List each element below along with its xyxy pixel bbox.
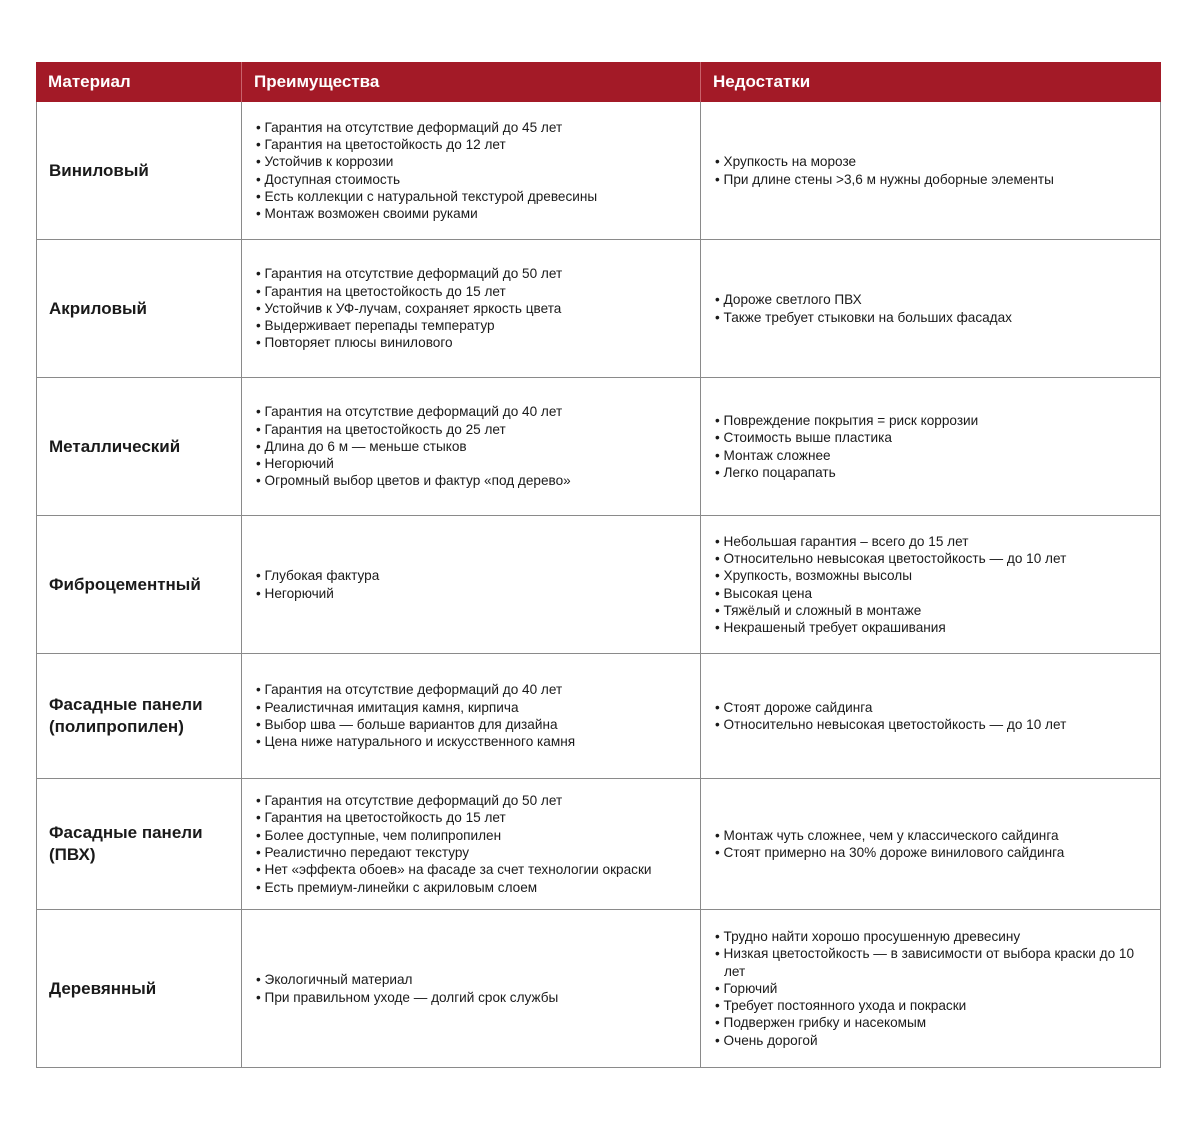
advantages-list — [256, 567, 379, 602]
disadvantage-item: • Высокая цена — [715, 585, 1066, 602]
disadvantage-item: • Монтаж чуть сложнее, чем у классического сайдинга — [715, 827, 1064, 844]
disadvantages-cell — [701, 102, 1161, 239]
table-row — [36, 516, 1161, 654]
advantage-item: • Гарантия на цветостойкость до 15 лет — [256, 283, 562, 300]
disadvantages-cell — [701, 378, 1161, 515]
advantage-item: • Гарантия на отсутствие деформаций до 45 лет — [256, 119, 597, 136]
advantage-item: • При правильном уходе — долгий срок службы — [256, 989, 558, 1006]
table-row — [36, 240, 1161, 378]
table-header — [36, 62, 1161, 102]
advantages-cell — [242, 910, 701, 1067]
advantage-item: • Монтаж возможен своими руками — [256, 205, 597, 222]
advantage-item: • Негорючий — [256, 585, 379, 602]
disadvantage-item: • Хрупкость на морозе — [715, 153, 1054, 170]
advantage-item: • Экологичный материал — [256, 971, 558, 988]
advantage-item: • Доступная стоимость — [256, 171, 597, 188]
advantage-item: • Гарантия на отсутствие деформаций до 40 лет — [256, 681, 575, 698]
advantages-cell — [242, 378, 701, 515]
disadvantage-item: • Горючий — [715, 980, 1152, 997]
advantages-cell — [242, 102, 701, 239]
disadvantage-item: • Хрупкость, возможны высолы — [715, 567, 1066, 584]
table-row — [36, 102, 1161, 240]
material-name: Акриловый — [36, 240, 242, 377]
advantages-list — [256, 971, 558, 1006]
material-name: Деревянный — [36, 910, 242, 1067]
advantage-item: • Длина до 6 м — меньше стыков — [256, 438, 571, 455]
advantage-item: • Есть премиум-линейки с акриловым слоем — [256, 879, 652, 896]
disadvantage-item: • При длине стены >3,6 м нужны доборные элементы — [715, 171, 1054, 188]
advantage-item: • Устойчив к УФ-лучам, сохраняет яркость цвета — [256, 300, 562, 317]
advantages-list — [256, 681, 575, 750]
material-name: Виниловый — [36, 102, 242, 239]
advantage-item: • Огромный выбор цветов и фактур «под дерево» — [256, 472, 571, 489]
advantage-item: • Гарантия на отсутствие деформаций до 40 лет — [256, 403, 571, 420]
disadvantage-item: • Также требует стыковки на больших фасадах — [715, 309, 1012, 326]
advantage-item: • Гарантия на цветостойкость до 25 лет — [256, 421, 571, 438]
advantage-item: • Гарантия на цветостойкость до 15 лет — [256, 809, 652, 826]
disadvantage-item: • Стоимость выше пластика — [715, 429, 978, 446]
table-row — [36, 654, 1161, 779]
advantage-item: • Гарантия на цветостойкость до 12 лет — [256, 136, 597, 153]
advantage-item: • Более доступные, чем полипропилен — [256, 827, 652, 844]
table-body — [36, 102, 1161, 1068]
disadvantage-item: • Очень дорогой — [715, 1032, 1152, 1049]
header-advantages: Преимущества — [242, 62, 701, 102]
disadvantage-item: • Дороже светлого ПВХ — [715, 291, 1012, 308]
advantage-item: • Нет «эффекта обоев» на фасаде за счет технологии окраски — [256, 861, 652, 878]
advantage-item: • Гарантия на отсутствие деформаций до 50 лет — [256, 792, 652, 809]
disadvantage-item: • Относительно невысокая цветостойкость — до 10 лет — [715, 716, 1066, 733]
comparison-table — [36, 62, 1161, 1068]
disadvantages-cell — [701, 779, 1161, 909]
material-name: Фиброцементный — [36, 516, 242, 653]
disadvantages-list — [715, 699, 1066, 734]
disadvantage-item: • Повреждение покрытия = риск коррозии — [715, 412, 978, 429]
advantage-item: • Цена ниже натурального и искусственного камня — [256, 733, 575, 750]
advantage-item: • Есть коллекции с натуральной текстурой древесины — [256, 188, 597, 205]
advantage-item: • Выбор шва — больше вариантов для дизайна — [256, 716, 575, 733]
advantages-list — [256, 792, 652, 896]
disadvantage-item: • Некрашеный требует окрашивания — [715, 619, 1066, 636]
advantages-list — [256, 119, 597, 223]
advantages-list — [256, 403, 571, 489]
disadvantage-item: • Небольшая гарантия – всего до 15 лет — [715, 533, 1066, 550]
advantage-item: • Устойчив к коррозии — [256, 153, 597, 170]
disadvantages-list — [715, 533, 1066, 637]
disadvantage-item: • Легко поцарапать — [715, 464, 978, 481]
advantages-list — [256, 265, 562, 351]
disadvantages-list — [715, 827, 1064, 862]
advantage-item: • Негорючий — [256, 455, 571, 472]
disadvantage-item: • Трудно найти хорошо просушенную древесину — [715, 928, 1152, 945]
advantages-cell — [242, 516, 701, 653]
disadvantages-list — [715, 291, 1012, 326]
advantage-item: • Реалистичная имитация камня, кирпича — [256, 699, 575, 716]
advantages-cell — [242, 779, 701, 909]
advantage-item: • Выдерживает перепады температур — [256, 317, 562, 334]
disadvantages-cell — [701, 910, 1161, 1067]
advantage-item: • Глубокая фактура — [256, 567, 379, 584]
header-material: Материал — [36, 62, 242, 102]
header-disadvantages: Недостатки — [713, 72, 811, 91]
advantage-item: • Гарантия на отсутствие деформаций до 50 лет — [256, 265, 562, 282]
table-row — [36, 378, 1161, 516]
disadvantages-list — [715, 928, 1152, 1049]
disadvantage-item: • Подвержен грибку и насекомым — [715, 1014, 1152, 1031]
material-name: Фасадные панели (ПВХ) — [36, 779, 242, 909]
advantages-cell — [242, 654, 701, 778]
disadvantages-list — [715, 412, 978, 481]
disadvantage-item: • Стоят дороже сайдинга — [715, 699, 1066, 716]
advantage-item: • Реалистично передают текстуру — [256, 844, 652, 861]
table-row — [36, 779, 1161, 910]
disadvantage-item: • Монтаж сложнее — [715, 447, 978, 464]
disadvantage-item: • Тяжёлый и сложный в монтаже — [715, 602, 1066, 619]
material-name: Металлический — [36, 378, 242, 515]
disadvantages-list — [715, 153, 1054, 188]
advantages-cell — [242, 240, 701, 377]
disadvantage-item: • Требует постоянного ухода и покраски — [715, 997, 1152, 1014]
disadvantages-cell — [701, 654, 1161, 778]
disadvantages-cell — [701, 240, 1161, 377]
table-row — [36, 910, 1161, 1068]
disadvantage-item: • Относительно невысокая цветостойкость — до 10 лет — [715, 550, 1066, 567]
disadvantage-item: • Низкая цветостойкость — в зависимости от выбора краски до 10 лет — [715, 945, 1152, 980]
disadvantage-item: • Стоят примерно на 30% дороже винилового сайдинга — [715, 844, 1064, 861]
advantage-item: • Повторяет плюсы винилового — [256, 334, 562, 351]
material-name: Фасадные панели (полипропилен) — [36, 654, 242, 778]
disadvantages-cell — [701, 516, 1161, 653]
